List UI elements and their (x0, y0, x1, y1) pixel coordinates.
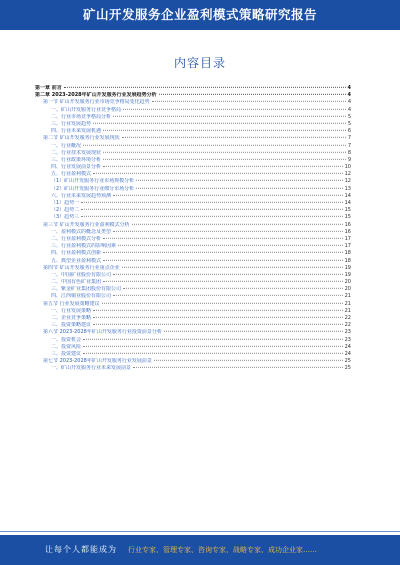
toc-entry-page: 4 (347, 85, 351, 91)
toc-dot-leader (83, 338, 343, 339)
toc-dot-leader (132, 223, 343, 224)
toc-entry-title: 二、行业技术发展现状 (51, 149, 102, 156)
toc-dot-leader (122, 266, 343, 267)
toc-dot-leader (136, 180, 342, 181)
toc-entry-page: 19 (344, 264, 351, 271)
toc-entry-page: 17 (344, 235, 351, 242)
toc-entry-page: 20 (344, 286, 351, 293)
toc-entry[interactable] (35, 128, 351, 135)
toc-entry-title: 六、行业未来发展趋势预测 (51, 192, 112, 199)
toc-entry-title: 一、中国矿业股份有限公司 (51, 271, 112, 278)
toc-entry-title: 一、投资机会 (51, 336, 82, 343)
toc-entry[interactable] (35, 272, 351, 279)
toc-entry[interactable] (35, 358, 351, 365)
footer-slogan-right: 行业专家、管理专家、咨询专家、战略专家、成功企业家…… (128, 546, 317, 554)
toc-entry-page: 12 (344, 178, 351, 185)
toc-entry-page: 4 (347, 92, 351, 99)
toc-entry-page: 21 (344, 307, 351, 314)
toc-entry-title: （2）趋势二 (51, 207, 80, 214)
report-title: 矿山开发服务企业盈利模式策略研究报告 (82, 7, 317, 22)
toc-entry-page: 18 (344, 250, 351, 257)
toc-entry-title: 第五节 行业发展策略建议 (43, 300, 100, 307)
toc-entry[interactable] (35, 279, 351, 286)
toc-entry-page: 17 (344, 243, 351, 250)
toc-entry-title: 第三节 矿山开发服务行业盈利模式分析 (43, 221, 130, 228)
toc-entry-title: （1）矿山开发服务行业市场规模分析 (51, 178, 135, 185)
toc-dot-leader (93, 310, 343, 311)
toc-entry[interactable] (35, 286, 351, 293)
toc-entry[interactable] (35, 258, 351, 265)
toc-entry-title: 五、行业盈利模式 (51, 171, 92, 178)
toc-entry-page: 5 (347, 113, 351, 120)
toc-entry-title: 第六节 2023-2028年矿山开发服务行业投资前景分析 (43, 329, 162, 336)
footer-bar (0, 535, 400, 565)
toc-entry-page: 10 (344, 164, 351, 171)
toc-entry-title: 一、盈利模式的概念及类型 (51, 228, 112, 235)
toc-entry-page: 16 (344, 221, 351, 228)
toc-dot-leader (81, 216, 342, 217)
toc-entry-title: （2）矿山开发服务行业细分市场分析 (51, 185, 135, 192)
toc-entry-title: 四、行业发展前景分析 (51, 164, 102, 171)
toc-entry-page: 21 (344, 300, 351, 307)
toc-entry-page: 13 (344, 185, 351, 192)
toc-entry[interactable] (35, 207, 351, 214)
toc-entry-title: 四、行业盈利模式创新 (51, 250, 102, 257)
toc-entry[interactable] (35, 344, 351, 351)
toc-entry-title: 四、行业未来发展机遇 (51, 128, 102, 135)
toc-entry[interactable] (35, 229, 351, 236)
toc-entry-title: 二、企业竞争策略 (51, 315, 92, 321)
toc-entry[interactable] (35, 293, 351, 300)
toc-entry-title: 五、典型企业盈利模式 (51, 257, 102, 264)
toc-dot-leader (93, 324, 343, 325)
toc-dot-leader (113, 295, 343, 296)
toc-entry[interactable] (35, 171, 351, 178)
toc-entry-page: 15 (344, 207, 351, 214)
table-of-contents (35, 85, 351, 373)
toc-entry-page: 15 (344, 214, 351, 221)
toc-dot-leader (118, 245, 343, 246)
toc-entry[interactable] (35, 329, 351, 336)
toc-entry[interactable] (35, 114, 351, 121)
toc-dot-leader (103, 159, 346, 160)
toc-dot-leader (93, 173, 343, 174)
toc-entry[interactable] (35, 107, 351, 114)
toc-entry-page: 23 (344, 336, 351, 343)
toc-entry-title: 三、行业发展趋势 (51, 120, 92, 127)
toc-entry[interactable] (35, 214, 351, 221)
toc-entry-page: 21 (344, 293, 351, 300)
toc-dot-leader (113, 231, 343, 232)
toc-dot-leader (83, 346, 343, 347)
toc-entry-page: 5 (347, 120, 351, 127)
toc-entry-title: 三、行业盈利模式的影响因素 (51, 243, 117, 250)
footer-divider (0, 531, 400, 532)
toc-entry[interactable] (35, 178, 351, 185)
toc-entry-page: 25 (344, 365, 351, 372)
toc-entry-page: 19 (344, 271, 351, 278)
toc-dot-leader (103, 252, 343, 253)
toc-entry[interactable] (35, 164, 351, 171)
toc-entry-page: 20 (344, 279, 351, 286)
toc-entry[interactable] (35, 143, 351, 150)
toc-entry[interactable] (35, 236, 351, 243)
toc-dot-leader (136, 187, 342, 188)
toc-heading: 内容目录 (173, 56, 226, 70)
report-header-bar (0, 0, 400, 30)
toc-entry[interactable] (35, 265, 351, 272)
toc-dot-leader (102, 302, 343, 303)
toc-dot-leader (103, 151, 346, 152)
toc-dot-leader (123, 288, 343, 289)
toc-dot-leader (123, 108, 346, 109)
toc-dot-leader (164, 331, 343, 332)
toc-entry[interactable] (35, 243, 351, 250)
toc-entry[interactable] (35, 92, 351, 99)
toc-entry-page: 18 (344, 257, 351, 264)
toc-entry[interactable] (35, 157, 351, 164)
toc-entry[interactable] (35, 301, 351, 308)
toc-dot-leader (64, 87, 346, 88)
toc-entry-page: 4 (347, 106, 351, 113)
toc-entry-title: 三、投资策略建议 (51, 322, 92, 329)
toc-entry-title: 第七节 2023-2028年矿山开发服务行业发展前景 (43, 358, 152, 365)
toc-dot-leader (113, 195, 343, 196)
toc-entry-title: 四、江西铜业股份有限公司 (51, 293, 112, 300)
toc-dot-leader (113, 116, 346, 117)
toc-entry-page: 4 (347, 99, 351, 106)
toc-entry-title: 一、矿山开发服务行业竞争格局 (51, 106, 122, 113)
toc-dot-leader (93, 123, 346, 124)
toc-dot-leader (152, 101, 346, 102)
toc-entry-page: 6 (347, 128, 351, 135)
toc-entry[interactable] (35, 135, 351, 142)
toc-dot-leader (81, 202, 342, 203)
toc-entry[interactable] (35, 186, 351, 193)
toc-entry-title: 第一节 矿山开发服务行业市场竞争格局变化趋势 (43, 99, 150, 106)
toc-entry[interactable] (35, 99, 351, 106)
toc-entry[interactable] (35, 351, 351, 358)
toc-entry[interactable] (35, 315, 351, 322)
toc-dot-leader (133, 367, 343, 368)
toc-entry-title: 一、行业发展策略 (51, 307, 92, 314)
toc-entry[interactable] (35, 85, 351, 92)
toc-entry[interactable] (35, 200, 351, 207)
toc-entry-page: 7 (347, 135, 351, 142)
toc-dot-leader (103, 166, 343, 167)
toc-entry-title: 三、投资建议 (51, 350, 82, 357)
toc-entry-title: 第二章 2023-2028年矿山开发服务行业发展趋势分析 (35, 92, 157, 99)
toc-entry-page: 7 (347, 142, 351, 149)
toc-entry-title: 第二节 矿山开发服务行业发展现状 (43, 135, 120, 142)
toc-dot-leader (113, 274, 343, 275)
toc-entry-title: 三、行业政策环境分析 (51, 156, 102, 163)
toc-entry-page: 16 (344, 228, 351, 235)
toc-entry-page: 24 (344, 350, 351, 357)
toc-entry-title: 三、紫金矿业集团股份有限公司 (51, 286, 122, 293)
toc-entry-page: 22 (344, 322, 351, 329)
toc-entry-title: 第四节 矿山开发服务行业重点企业 (43, 264, 120, 271)
toc-entry[interactable] (35, 150, 351, 157)
toc-entry-title: 一、矿山开发服务行业未来发展前景 (51, 365, 132, 372)
toc-entry[interactable] (35, 250, 351, 257)
toc-entry-page: 14 (344, 200, 351, 206)
toc-entry-title: 一、行业概况 (51, 142, 82, 149)
toc-dot-leader (83, 144, 346, 145)
toc-entry[interactable] (35, 193, 351, 200)
toc-entry-title: 第一章 前言 (35, 85, 62, 91)
toc-entry[interactable] (35, 322, 351, 329)
toc-entry-page: 24 (344, 343, 351, 350)
toc-entry-title: （3）趋势三 (51, 214, 80, 221)
toc-entry[interactable] (35, 337, 351, 344)
toc-entry-page: 8 (347, 149, 351, 156)
footer-slogan-left: 让每个人都能成为 (45, 545, 117, 554)
toc-entry-title: 二、投资风险 (51, 343, 82, 350)
toc-entry-page: 14 (344, 192, 351, 199)
toc-entry[interactable] (35, 365, 351, 372)
toc-dot-leader (154, 360, 343, 361)
toc-entry-title: 二、中国有色矿业集团 (51, 279, 102, 286)
toc-entry[interactable] (35, 121, 351, 128)
toc-entry[interactable] (35, 308, 351, 315)
toc-dot-leader (81, 209, 342, 210)
toc-entry-title: （1）趋势一 (51, 200, 80, 206)
toc-dot-leader (93, 317, 343, 318)
toc-dot-leader (103, 130, 346, 131)
toc-entry-page: 9 (347, 156, 351, 163)
toc-dot-leader (122, 137, 346, 138)
toc-dot-leader (83, 353, 343, 354)
toc-entry-page: 25 (344, 358, 351, 365)
toc-entry-title: 二、行业市场竞争格局分析 (51, 113, 112, 120)
toc-dot-leader (103, 281, 343, 282)
toc-entry-page: 22 (344, 315, 351, 321)
toc-entry-page: 12 (344, 171, 351, 178)
toc-entry-title: 二、行业盈利模式分析 (51, 235, 102, 242)
toc-dot-leader (159, 94, 346, 95)
toc-dot-leader (103, 259, 343, 260)
toc-entry[interactable] (35, 222, 351, 229)
toc-entry-page: 23 (344, 329, 351, 336)
toc-dot-leader (103, 238, 343, 239)
